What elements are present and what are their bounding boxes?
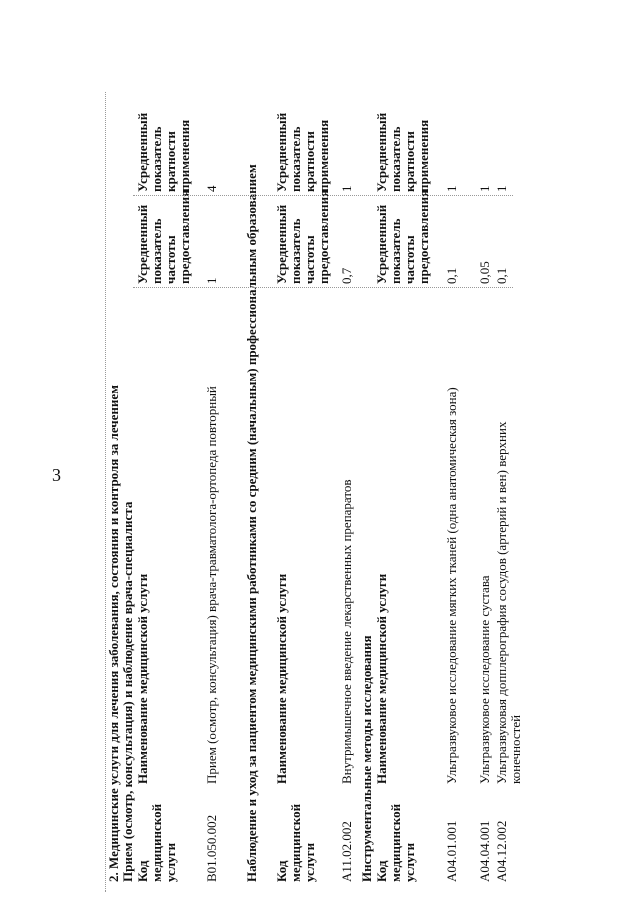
row-code: A11.02.002	[339, 821, 354, 882]
row-multiplicity: 1	[339, 185, 354, 192]
rotated-table-page	[105, 92, 535, 892]
row-frequency: 0,1	[494, 267, 509, 284]
group-title: Инструментальные методы исследования	[359, 635, 374, 882]
header-name: Наименование медицинской услуги	[374, 573, 389, 784]
row-code: B01.050.002	[204, 814, 219, 882]
row-code: A04.04.001	[477, 820, 492, 882]
header-frequency: Усредненный показатель частоты предоставления	[374, 189, 431, 284]
header-multiplicity: Усредненный показатель кратности применения	[374, 112, 431, 192]
row-multiplicity: 4	[204, 185, 219, 192]
row-frequency: 0,05	[477, 261, 492, 284]
row-multiplicity: 1	[494, 185, 509, 192]
section-title: 2. Медицинские услуги для лечения заболевания, состояния и контроля за лечением	[106, 384, 121, 882]
row-frequency: 0,1	[444, 267, 459, 284]
column-divider	[133, 287, 513, 288]
row-multiplicity: 1	[477, 185, 492, 192]
row-name: Ультразвуковое исследование сустава	[477, 575, 492, 784]
header-name: Наименование медицинской услуги	[135, 573, 150, 784]
header-frequency: Усредненный показатель частоты предоставления	[274, 189, 331, 284]
row-frequency: 0,7	[339, 267, 354, 284]
group-title: Наблюдение и уход за пациентом медицинскими работниками со средним (начальным) профессиональным образованием	[244, 164, 259, 882]
header-code: Код медицинской услуги	[374, 803, 417, 882]
table-border	[105, 92, 106, 892]
row-name: Ультразвуковая допплерография сосудов (артерий и вен) верхних конечностей	[494, 421, 523, 784]
group-title: Прием (осмотр, консультация) и наблюдение врача-специалиста	[120, 501, 135, 882]
row-name: Внутримышечное введение лекарственных препаратов	[339, 479, 354, 784]
column-divider	[133, 195, 513, 196]
page-number: 3	[52, 465, 61, 485]
row-code: A04.01.001	[444, 820, 459, 882]
row-multiplicity: 1	[444, 185, 459, 192]
row-frequency: 1	[204, 277, 219, 284]
header-multiplicity: Усредненный показатель кратности применения	[274, 112, 331, 192]
row-code: A04.12.002	[494, 820, 509, 882]
header-code: Код медицинской услуги	[274, 803, 317, 882]
header-multiplicity: Усредненный показатель кратности применения	[135, 112, 192, 192]
row-name: Ультразвуковое исследование мягких тканей (одна анатомическая зона)	[444, 387, 459, 784]
row-name: Прием (осмотр, консультация) врача-травматолога-ортопеда повторный	[204, 386, 219, 784]
header-frequency: Усредненный показатель частоты предоставления	[135, 189, 192, 284]
header-name: Наименование медицинской услуги	[274, 573, 289, 784]
header-code: Код медицинской услуги	[135, 803, 178, 882]
